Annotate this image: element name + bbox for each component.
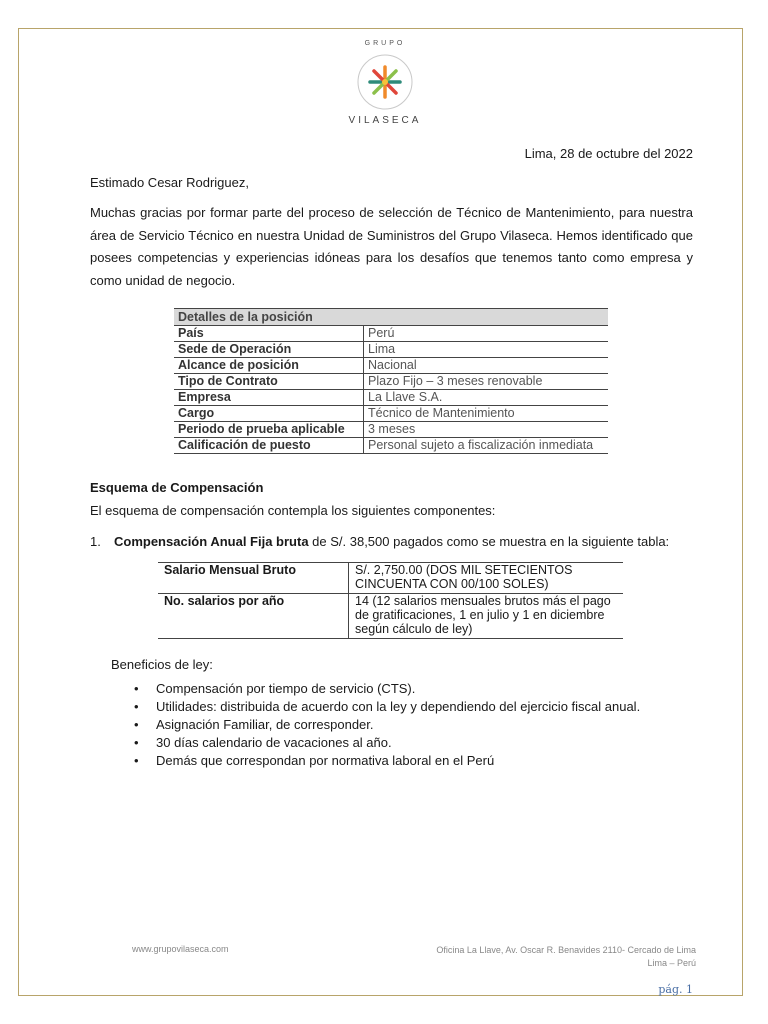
- row-value: Plazo Fijo – 3 meses renovable: [364, 374, 609, 390]
- row-label: Empresa: [174, 390, 364, 406]
- table-header-row: [174, 309, 608, 326]
- row-label: Periodo de prueba aplicable: [174, 422, 364, 438]
- salary-table: [158, 562, 623, 639]
- table-row: [174, 342, 608, 358]
- row-label: País: [174, 326, 364, 342]
- benefits-list: [134, 680, 640, 770]
- footer-address: [436, 944, 696, 970]
- item-bold-text: Compensación Anual Fija bruta: [114, 534, 309, 549]
- list-item: [134, 716, 640, 734]
- address-line-1: Oficina La Llave, Av. Oscar R. Benavides 2110- Cercado de Lima: [436, 945, 696, 955]
- row-label: Alcance de posición: [174, 358, 364, 374]
- address-line-2: Lima – Perú: [647, 958, 696, 968]
- company-logo: [340, 40, 430, 126]
- row-label: Cargo: [174, 406, 364, 422]
- row-label: Salario Mensual Bruto: [158, 563, 349, 594]
- logo-star-icon: [356, 53, 414, 111]
- list-item: [134, 734, 640, 752]
- row-label: Calificación de puesto: [174, 438, 364, 454]
- row-value: Técnico de Mantenimiento: [364, 406, 609, 422]
- letter-greeting: Estimado Cesar Rodriguez,: [90, 175, 249, 190]
- table-row: [174, 390, 608, 406]
- row-value: Personal sujeto a fiscalización inmediata: [364, 438, 609, 454]
- table-row: [158, 563, 623, 594]
- letter-intro-paragraph: Muchas gracias por formar parte del proceso de selección de Técnico de Mantenimiento, para nuestra área de Servicio Técnico en nuestra Unidad de Suministros del Grupo Vilaseca. Hemos identificado que posees competencias y experiencias idóneas para los desafíos que tenemos tanto como empresa y como unidad de negocio.: [90, 205, 693, 288]
- compensation-intro: El esquema de compensación contempla los siguientes componentes:: [90, 503, 496, 518]
- benefits-title: Beneficios de ley:: [111, 657, 213, 672]
- row-value: S/. 2,750.00 (DOS MIL SETECIENTOS CINCUENTA CON 00/100 SOLES): [349, 563, 624, 594]
- table-row: [174, 326, 608, 342]
- list-item-text: 30 días calendario de vacaciones al año.: [156, 735, 392, 750]
- list-item-text: Compensación por tiempo de servicio (CTS).: [156, 681, 416, 696]
- table-row: [174, 374, 608, 390]
- row-value: La Llave S.A.: [364, 390, 609, 406]
- row-value: 3 meses: [364, 422, 609, 438]
- row-label: Tipo de Contrato: [174, 374, 364, 390]
- row-value: Nacional: [364, 358, 609, 374]
- row-label: Sede de Operación: [174, 342, 364, 358]
- table-header: Detalles de la posición: [174, 309, 608, 326]
- list-item-text: Demás que correspondan por normativa laboral en el Perú: [156, 753, 495, 768]
- bullet-icon: •: [134, 699, 139, 714]
- list-item-text: Asignación Familiar, de corresponder.: [156, 717, 374, 732]
- list-item-text: Utilidades: distribuida de acuerdo con la ley y dependiendo del ejercicio fiscal anual.: [156, 699, 641, 714]
- item-number: 1.: [90, 534, 101, 549]
- table-row: [174, 358, 608, 374]
- position-details-table: [174, 308, 608, 454]
- row-value: 14 (12 salarios mensuales brutos más el pago de gratificaciones, 1 en julio y 1 en diciembre según cálculo de ley): [349, 594, 624, 639]
- table-row: [158, 594, 623, 639]
- footer-website: www.grupovilaseca.com: [132, 944, 229, 954]
- compensation-item-1: [90, 534, 669, 549]
- logo-top-text: GRUPO: [364, 40, 406, 47]
- page-number: pág. 1: [658, 983, 693, 996]
- logo-bottom-text: VILASECA: [348, 115, 422, 126]
- bullet-icon: •: [134, 681, 139, 696]
- row-value: Lima: [364, 342, 609, 358]
- row-label: No. salarios por año: [158, 594, 349, 639]
- bullet-icon: •: [134, 753, 139, 768]
- compensation-title: Esquema de Compensación: [90, 480, 264, 495]
- table-row: [174, 438, 608, 454]
- letter-date: Lima, 28 de octubre del 2022: [524, 146, 693, 161]
- item-text: de S/. 38,500 pagados como se muestra en la siguiente tabla:: [308, 534, 670, 549]
- list-item: [134, 752, 640, 770]
- table-row: [174, 422, 608, 438]
- bullet-icon: •: [134, 735, 139, 750]
- list-item: [134, 680, 640, 698]
- row-value: Perú: [364, 326, 609, 342]
- bullet-icon: •: [134, 717, 139, 732]
- list-item: [134, 698, 640, 716]
- table-row: [174, 406, 608, 422]
